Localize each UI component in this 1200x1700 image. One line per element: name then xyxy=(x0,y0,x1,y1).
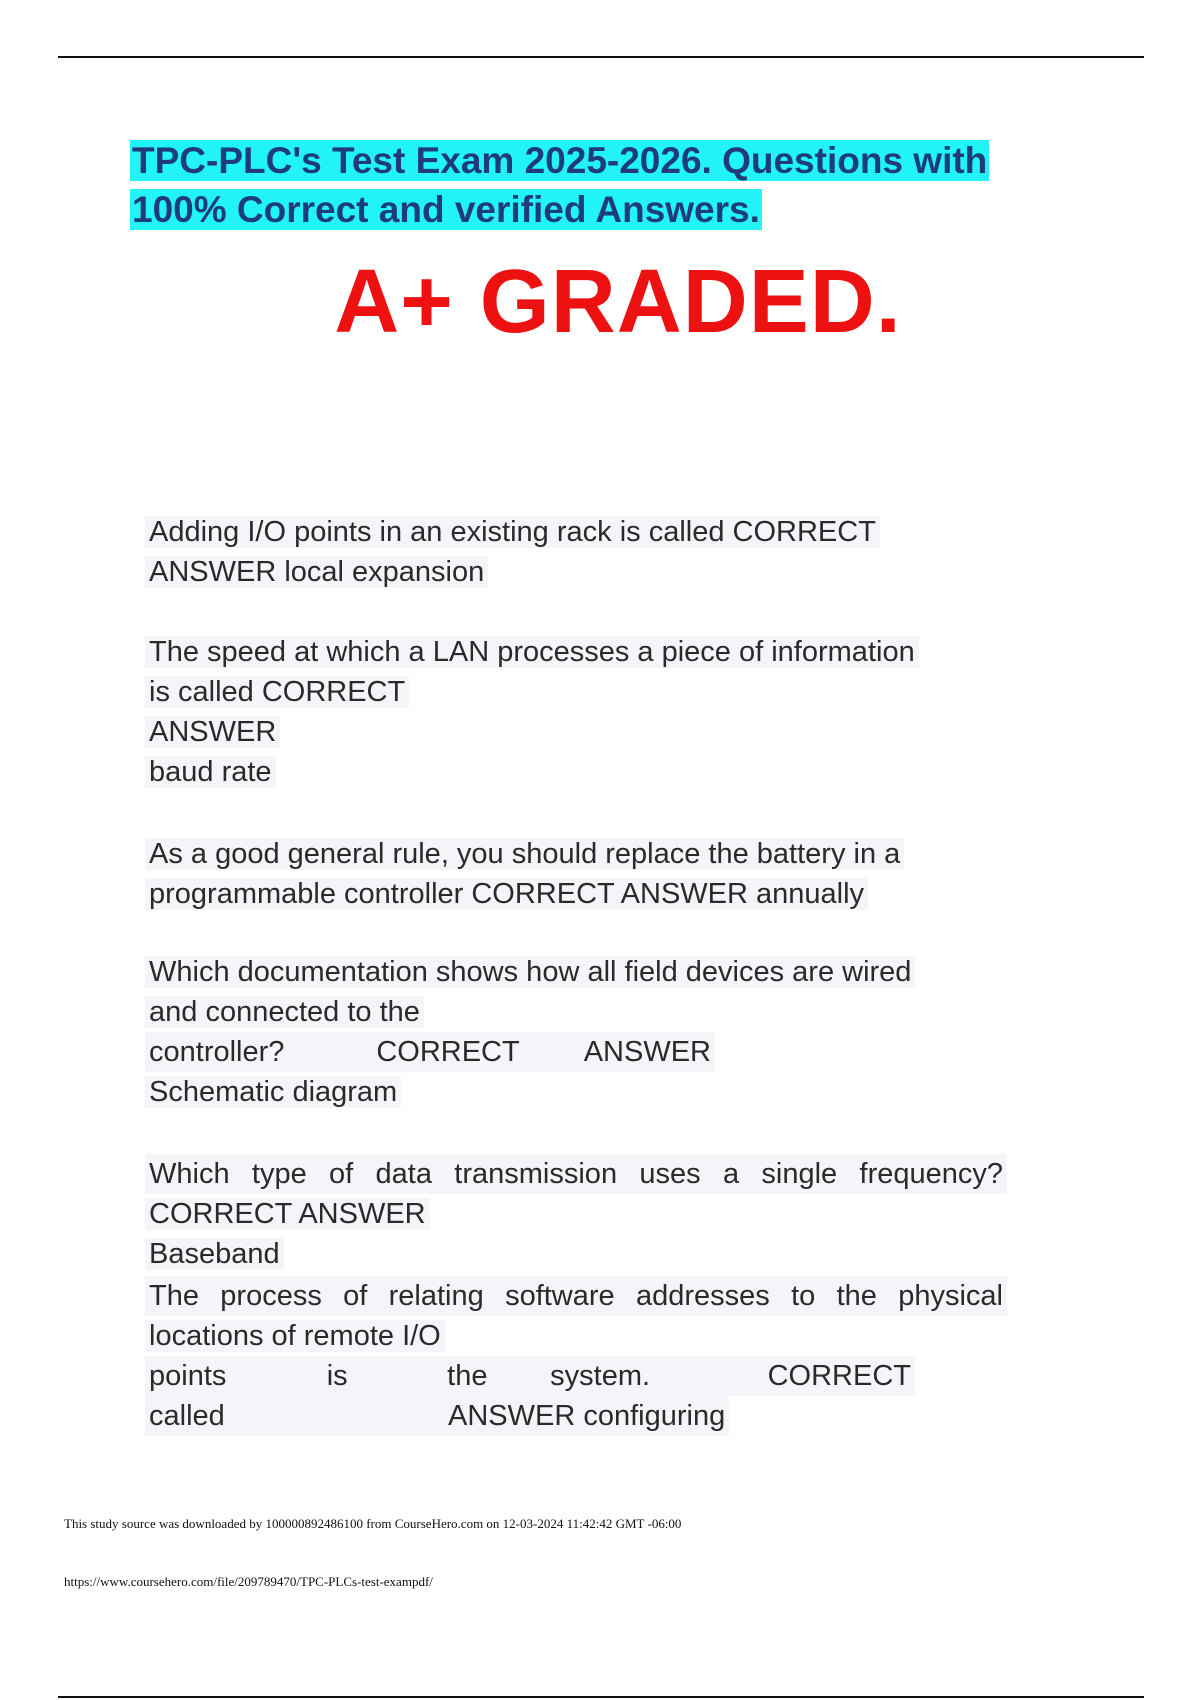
qa-answer: Schematic diagram xyxy=(145,1076,401,1108)
qa-row xyxy=(145,1356,915,1396)
qa-row xyxy=(145,1032,715,1072)
qa-item-2 xyxy=(145,632,919,792)
qa-line: CORRECT ANSWER xyxy=(145,1198,430,1230)
bottom-rule xyxy=(58,1696,1144,1698)
qa-item-1 xyxy=(145,512,880,592)
qa-line: Which type of data transmission uses a single frequency? xyxy=(145,1154,1007,1194)
qa-word: ANSWER xyxy=(580,1032,715,1072)
qa-line: As a good general rule, you should replace the battery in a xyxy=(145,838,904,870)
qa-line: is called CORRECT xyxy=(145,676,409,708)
title-line-2: 100% Correct and verified Answers. xyxy=(132,189,760,230)
title-line-1: TPC-PLC's Test Exam 2025-2026. Questions with xyxy=(132,140,988,181)
qa-item-5 xyxy=(145,1154,1007,1274)
qa-line: The process of relating software addresses to the physical xyxy=(145,1276,1007,1316)
document-title xyxy=(130,136,1090,234)
qa-item-4 xyxy=(145,952,1007,1112)
qa-answer: ANSWER configuring xyxy=(444,1396,729,1436)
qa-line: locations of remote I/O xyxy=(145,1320,445,1352)
qa-word: points xyxy=(145,1356,323,1396)
qa-word: CORRECT xyxy=(764,1356,915,1396)
qa-line: programmable controller CORRECT ANSWER annually xyxy=(145,878,868,910)
qa-word: CORRECT xyxy=(372,1032,579,1072)
qa-line: ANSWER xyxy=(145,716,280,748)
grade-banner-text: A+ GRADED. xyxy=(334,252,902,352)
qa-line: baud rate xyxy=(145,756,276,788)
qa-line: ANSWER local expansion xyxy=(145,556,488,588)
qa-line: The speed at which a LAN processes a piece of information xyxy=(145,636,919,668)
source-note: This study source was downloaded by 100000892486100 from CourseHero.com on 12-03-2024 11:42:42 GMT -06:00 xyxy=(64,1516,682,1531)
qa-word: controller? xyxy=(145,1032,372,1072)
grade-banner xyxy=(0,252,1200,352)
qa-word: called xyxy=(145,1396,444,1436)
top-rule xyxy=(58,56,1144,58)
qa-word: is xyxy=(323,1356,443,1396)
qa-item-6 xyxy=(145,1276,1007,1436)
qa-line: and connected to the xyxy=(145,996,424,1028)
qa-item-3 xyxy=(145,834,904,914)
qa-row xyxy=(145,1396,915,1436)
source-url[interactable]: https://www.coursehero.com/file/209789470/TPC-PLCs-test-exampdf/ xyxy=(64,1574,433,1589)
qa-word: system. xyxy=(546,1356,763,1396)
qa-word: the xyxy=(443,1356,546,1396)
qa-line: Baseband xyxy=(145,1238,284,1270)
qa-line: Which documentation shows how all field devices are wired xyxy=(145,956,915,988)
qa-line: Adding I/O points in an existing rack is called CORRECT xyxy=(145,516,880,548)
